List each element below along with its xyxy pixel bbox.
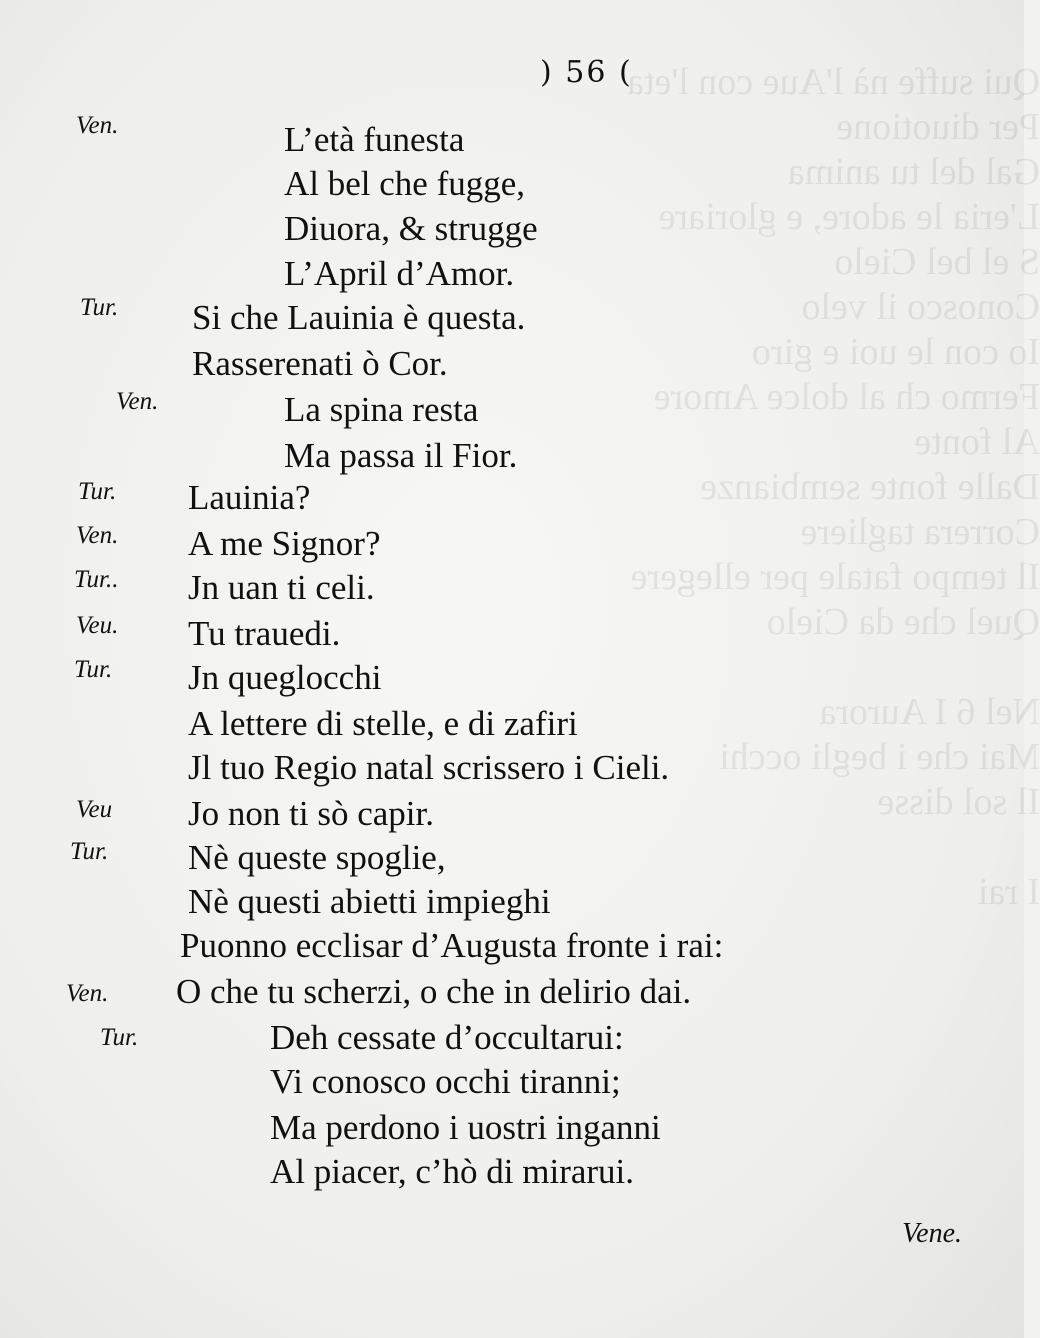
verse-line: Al bel che fugge, xyxy=(284,164,526,203)
verse-line: Deh cessate d’occultarui: xyxy=(270,1018,624,1057)
verse-line: Al piacer, c’hò di mirarui. xyxy=(270,1152,635,1191)
speaker-label: Ven. xyxy=(76,522,119,549)
verse-line: L’età funesta xyxy=(284,120,465,159)
verse-line: Rasserenati ò Cor. xyxy=(192,344,448,383)
speaker-label: Tur. xyxy=(80,294,119,321)
speaker-label: Ven. xyxy=(66,980,109,1007)
verse-line: Diuora, & strugge xyxy=(284,209,538,248)
verse-line: Vi conosco occhi tiranni; xyxy=(270,1062,621,1101)
verse-line: A lettere di stelle, e di zafiri xyxy=(188,704,578,743)
speaker-label: Veu xyxy=(76,796,113,823)
speaker-label: Tur. xyxy=(74,656,113,683)
speaker-label: Ven. xyxy=(116,388,159,415)
verse-line: Ma perdono i uostri inganni xyxy=(270,1108,661,1147)
verse-line: La spina resta xyxy=(284,390,479,429)
verse-line: Nè queste spoglie, xyxy=(188,838,446,877)
speaker-label: Tur. xyxy=(100,1024,139,1051)
verse-line: Ma passa il Fior. xyxy=(284,436,518,475)
verse-line: Si che Lauinia è questa. xyxy=(192,298,526,337)
verse-line: Lauinia? xyxy=(188,478,311,517)
verse-line: L’April d’Amor. xyxy=(284,254,515,293)
speaker-label: Veu. xyxy=(76,612,119,639)
verse-line: A me Signor? xyxy=(188,524,381,563)
verse-line: Nè questi abietti impieghi xyxy=(188,882,551,921)
speaker-label: Tur.. xyxy=(74,566,119,593)
speaker-label: Tur. xyxy=(78,478,117,505)
verse-line: Tu trauedi. xyxy=(188,614,341,653)
verse-line: Jn queglocchi xyxy=(188,658,382,697)
catchword: Vene. xyxy=(902,1218,962,1249)
verse-line: Puonno ecclisar d’Augusta fronte i rai: xyxy=(180,926,724,965)
bleed-through-text: Qui suffe nà l'Aue con l'eta Per diuotione Gal del tu anima L'eria le adore, e gloriare S el bel Cielo Conosco il velo Io con le uoi e giro Fermo ch al dolce Amore Al fonte Dalle fonte sembianze Correra tagliere Il tempo fatale per ellegere Quel che da Cielo Nel 6 I Aurora Mai che i begli occhi Il sol disse I rai xyxy=(627,61,1040,913)
speaker-label: Tur. xyxy=(70,838,109,865)
verse-line: Jn uan ti celi. xyxy=(188,568,375,607)
verse-line: Jl tuo Regio natal scrissero i Cieli. xyxy=(188,748,670,787)
speaker-label: Ven. xyxy=(76,112,119,139)
verse-line: Jo non ti sò capir. xyxy=(188,794,434,833)
page-number: ) 56 ( xyxy=(540,55,633,90)
verse-line: O che tu scherzi, o che in delirio dai. xyxy=(176,972,692,1011)
